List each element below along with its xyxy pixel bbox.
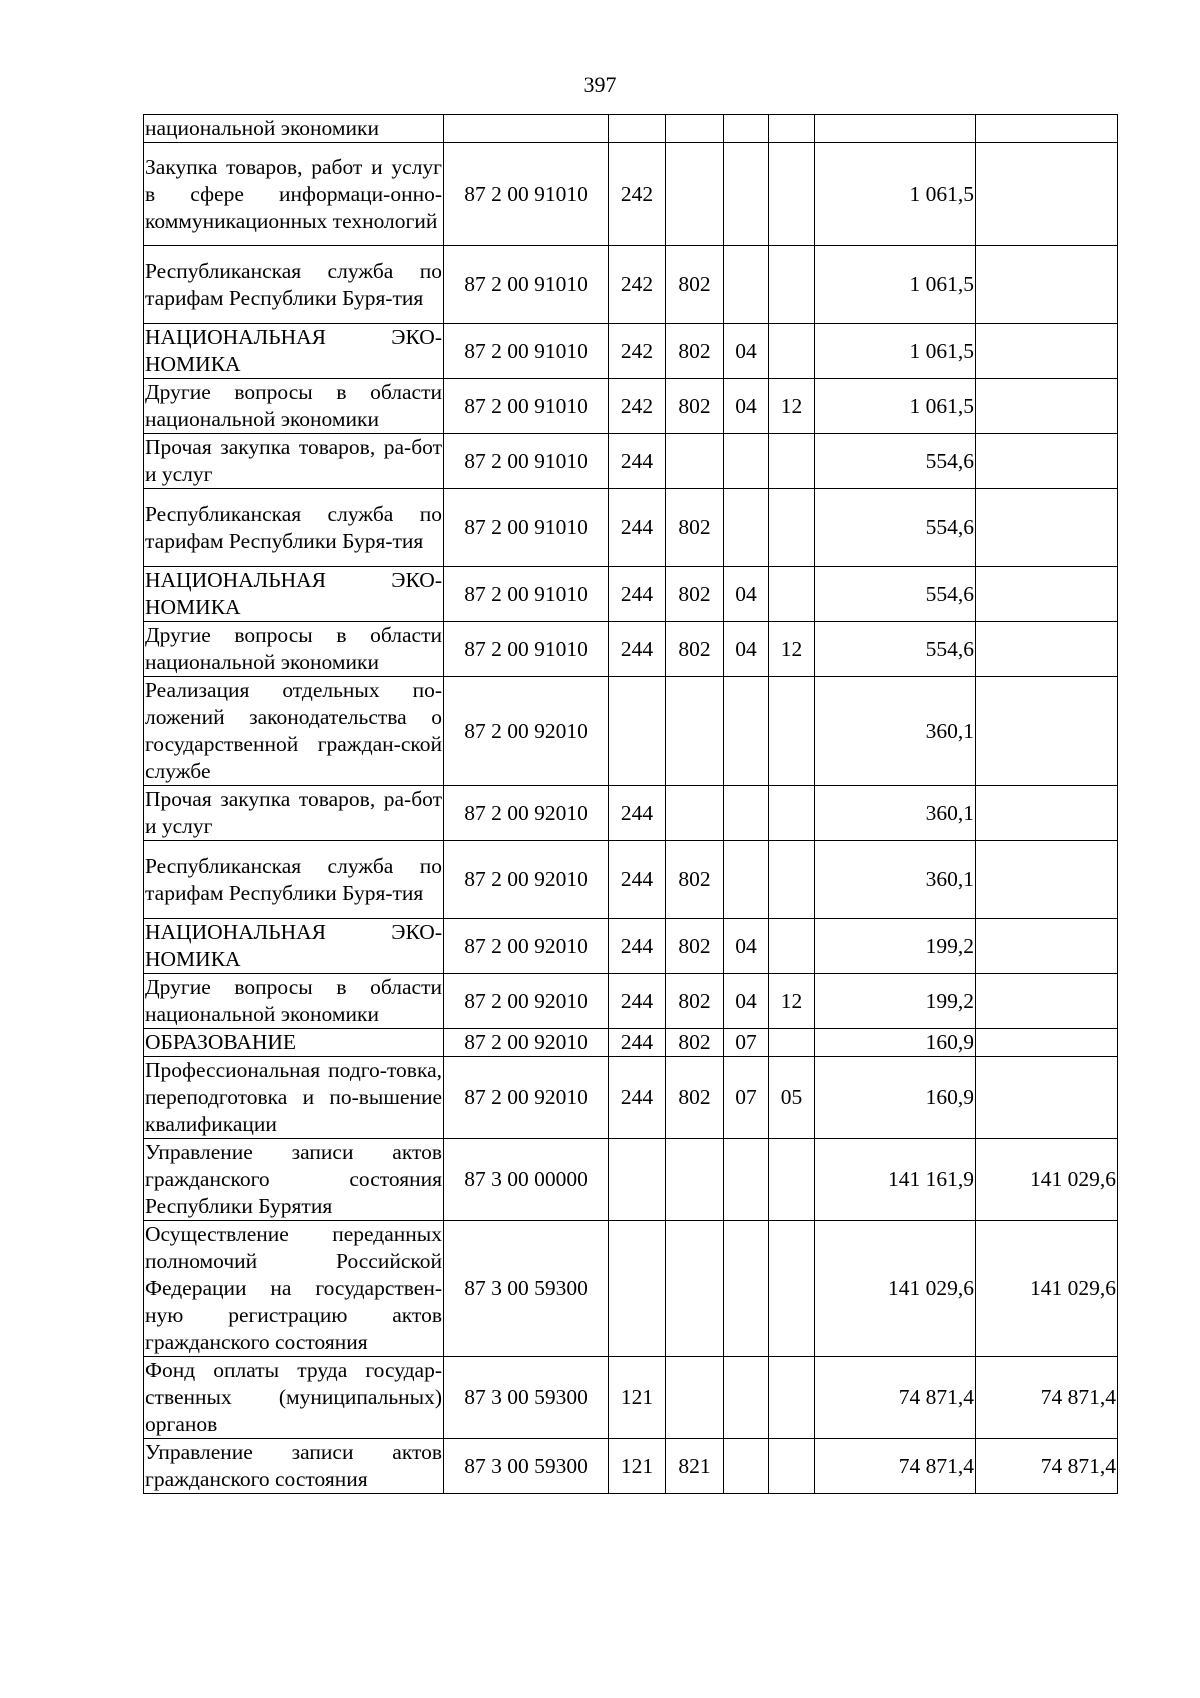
- cell-section: [724, 434, 769, 489]
- cell-section: [724, 246, 769, 324]
- cell-name: Республиканская служба по тарифам Республики Буря-тия: [144, 246, 444, 324]
- cell-department: 802: [666, 324, 724, 379]
- cell-name: Республиканская служба по тарифам Республики Буря-тия: [144, 841, 444, 919]
- cell-amount-year-1: 199,2: [815, 919, 976, 974]
- cell-amount-year-2: [976, 622, 1118, 677]
- cell-expense-type: 244: [609, 489, 666, 567]
- cell-name: Другие вопросы в области национальной экономики: [144, 622, 444, 677]
- cell-amount-year-2: [976, 786, 1118, 841]
- cell-subsection: [769, 567, 815, 622]
- table-row: [144, 1439, 1118, 1494]
- cell-name: национальной экономики: [144, 115, 444, 143]
- table-row: [144, 115, 1118, 143]
- cell-section: [724, 786, 769, 841]
- cell-name: НАЦИОНАЛЬНАЯ ЭКО-НОМИКА: [144, 919, 444, 974]
- table-row: [144, 143, 1118, 246]
- cell-expense-type: [609, 115, 666, 143]
- cell-subsection: [769, 1139, 815, 1221]
- cell-target-code: 87 2 00 92010: [444, 786, 609, 841]
- cell-amount-year-1: 199,2: [815, 974, 976, 1029]
- cell-expense-type: [609, 1221, 666, 1357]
- cell-name: Осуществление переданных полномочий Российской Федерации на государствен-ную регистрацию актов гражданского состояния: [144, 1221, 444, 1357]
- cell-amount-year-1: 1 061,5: [815, 246, 976, 324]
- cell-name: Управление записи актов гражданского состояния: [144, 1439, 444, 1494]
- cell-target-code: 87 2 00 92010: [444, 1057, 609, 1139]
- cell-subsection: [769, 1029, 815, 1057]
- cell-target-code: [444, 115, 609, 143]
- cell-expense-type: 242: [609, 324, 666, 379]
- cell-section: 04: [724, 919, 769, 974]
- cell-target-code: 87 2 00 92010: [444, 677, 609, 786]
- table-row: [144, 919, 1118, 974]
- cell-section: 04: [724, 974, 769, 1029]
- cell-expense-type: [609, 1139, 666, 1221]
- cell-section: [724, 677, 769, 786]
- cell-department: [666, 1139, 724, 1221]
- table-row: [144, 622, 1118, 677]
- cell-target-code: 87 2 00 92010: [444, 919, 609, 974]
- cell-department: 802: [666, 1057, 724, 1139]
- cell-section: 04: [724, 567, 769, 622]
- cell-expense-type: 121: [609, 1439, 666, 1494]
- table-row: [144, 1057, 1118, 1139]
- table-row: [144, 1357, 1118, 1439]
- cell-expense-type: 244: [609, 919, 666, 974]
- cell-expense-type: 242: [609, 246, 666, 324]
- cell-target-code: 87 3 00 59300: [444, 1221, 609, 1357]
- cell-amount-year-1: 554,6: [815, 434, 976, 489]
- cell-department: 802: [666, 246, 724, 324]
- cell-subsection: [769, 489, 815, 567]
- cell-amount-year-2: 141 029,6: [976, 1139, 1118, 1221]
- cell-name: НАЦИОНАЛЬНАЯ ЭКО-НОМИКА: [144, 567, 444, 622]
- cell-name: Реализация отдельных по-ложений законодательства о государственной граждан-ской службе: [144, 677, 444, 786]
- cell-section: [724, 1357, 769, 1439]
- cell-amount-year-1: 74 871,4: [815, 1439, 976, 1494]
- cell-department: 821: [666, 1439, 724, 1494]
- cell-amount-year-2: [976, 841, 1118, 919]
- cell-expense-type: [609, 677, 666, 786]
- cell-target-code: 87 2 00 91010: [444, 567, 609, 622]
- cell-amount-year-2: [976, 1057, 1118, 1139]
- table-row: [144, 489, 1118, 567]
- cell-expense-type: 242: [609, 379, 666, 434]
- cell-subsection: [769, 143, 815, 246]
- cell-section: 04: [724, 622, 769, 677]
- cell-subsection: [769, 324, 815, 379]
- cell-department: 802: [666, 974, 724, 1029]
- cell-department: [666, 786, 724, 841]
- cell-department: [666, 143, 724, 246]
- cell-section: 07: [724, 1029, 769, 1057]
- cell-target-code: 87 3 00 00000: [444, 1139, 609, 1221]
- cell-amount-year-2: [976, 379, 1118, 434]
- cell-target-code: 87 2 00 91010: [444, 489, 609, 567]
- cell-amount-year-1: 554,6: [815, 489, 976, 567]
- table-row: [144, 567, 1118, 622]
- cell-section: 04: [724, 324, 769, 379]
- cell-expense-type: 244: [609, 974, 666, 1029]
- table-row: [144, 434, 1118, 489]
- cell-expense-type: 121: [609, 1357, 666, 1439]
- cell-name: Фонд оплаты труда государ-ственных (муниципальных) органов: [144, 1357, 444, 1439]
- cell-subsection: 12: [769, 622, 815, 677]
- table-row: [144, 246, 1118, 324]
- cell-subsection: 12: [769, 379, 815, 434]
- cell-subsection: [769, 246, 815, 324]
- cell-amount-year-1: 1 061,5: [815, 324, 976, 379]
- cell-amount-year-1: 360,1: [815, 841, 976, 919]
- table-row: [144, 841, 1118, 919]
- cell-expense-type: 244: [609, 1029, 666, 1057]
- cell-name: Другие вопросы в области национальной экономики: [144, 379, 444, 434]
- table-row: [144, 1029, 1118, 1057]
- cell-name: Другие вопросы в области национальной экономики: [144, 974, 444, 1029]
- page-number: 397: [583, 72, 617, 97]
- cell-target-code: 87 2 00 92010: [444, 1029, 609, 1057]
- cell-amount-year-2: [976, 567, 1118, 622]
- cell-department: [666, 677, 724, 786]
- cell-department: 802: [666, 622, 724, 677]
- cell-amount-year-1: 554,6: [815, 567, 976, 622]
- cell-target-code: 87 2 00 91010: [444, 622, 609, 677]
- cell-department: 802: [666, 919, 724, 974]
- cell-amount-year-2: 74 871,4: [976, 1439, 1118, 1494]
- cell-target-code: 87 2 00 91010: [444, 246, 609, 324]
- table-row: [144, 677, 1118, 786]
- cell-subsection: 12: [769, 974, 815, 1029]
- cell-target-code: 87 2 00 91010: [444, 324, 609, 379]
- cell-subsection: [769, 1439, 815, 1494]
- cell-amount-year-2: 141 029,6: [976, 1221, 1118, 1357]
- cell-amount-year-1: 141 161,9: [815, 1139, 976, 1221]
- cell-amount-year-2: [976, 919, 1118, 974]
- cell-section: [724, 1139, 769, 1221]
- table-row: [144, 1139, 1118, 1221]
- cell-amount-year-2: [976, 489, 1118, 567]
- cell-department: [666, 1357, 724, 1439]
- cell-name: Прочая закупка товаров, ра-бот и услуг: [144, 786, 444, 841]
- cell-department: [666, 434, 724, 489]
- cell-amount-year-2: [976, 115, 1118, 143]
- cell-subsection: [769, 919, 815, 974]
- cell-name: Республиканская служба по тарифам Республики Буря-тия: [144, 489, 444, 567]
- cell-section: [724, 1439, 769, 1494]
- cell-amount-year-2: 74 871,4: [976, 1357, 1118, 1439]
- cell-amount-year-2: [976, 974, 1118, 1029]
- table-row: [144, 379, 1118, 434]
- cell-name: Профессиональная подго-товка, переподготовка и по-вышение квалификации: [144, 1057, 444, 1139]
- cell-subsection: [769, 1221, 815, 1357]
- cell-amount-year-1: 1 061,5: [815, 143, 976, 246]
- cell-expense-type: 244: [609, 622, 666, 677]
- cell-subsection: [769, 434, 815, 489]
- cell-department: [666, 115, 724, 143]
- cell-name: ОБРАЗОВАНИЕ: [144, 1029, 444, 1057]
- cell-subsection: [769, 786, 815, 841]
- cell-expense-type: 242: [609, 143, 666, 246]
- cell-department: 802: [666, 379, 724, 434]
- cell-subsection: [769, 841, 815, 919]
- cell-amount-year-1: 160,9: [815, 1029, 976, 1057]
- cell-department: 802: [666, 841, 724, 919]
- cell-department: [666, 1221, 724, 1357]
- cell-department: 802: [666, 1029, 724, 1057]
- table-row: [144, 974, 1118, 1029]
- cell-name: Закупка товаров, работ и услуг в сфере информаци-онно-коммуникационных технологий: [144, 143, 444, 246]
- cell-amount-year-2: [976, 324, 1118, 379]
- cell-section: [724, 115, 769, 143]
- cell-amount-year-1: 554,6: [815, 622, 976, 677]
- cell-expense-type: 244: [609, 1057, 666, 1139]
- cell-target-code: 87 2 00 91010: [444, 434, 609, 489]
- cell-section: [724, 1221, 769, 1357]
- cell-target-code: 87 2 00 92010: [444, 974, 609, 1029]
- budget-table: [143, 114, 1118, 1494]
- cell-name: Управление записи актов гражданского состояния Республики Бурятия: [144, 1139, 444, 1221]
- cell-amount-year-2: [976, 246, 1118, 324]
- cell-section: [724, 143, 769, 246]
- cell-expense-type: 244: [609, 434, 666, 489]
- cell-amount-year-2: [976, 434, 1118, 489]
- cell-amount-year-2: [976, 1029, 1118, 1057]
- cell-target-code: 87 2 00 92010: [444, 841, 609, 919]
- cell-amount-year-1: 360,1: [815, 786, 976, 841]
- cell-section: [724, 489, 769, 567]
- cell-subsection: [769, 677, 815, 786]
- cell-expense-type: 244: [609, 567, 666, 622]
- cell-amount-year-1: 360,1: [815, 677, 976, 786]
- table-row: [144, 324, 1118, 379]
- cell-section: 07: [724, 1057, 769, 1139]
- cell-amount-year-2: [976, 143, 1118, 246]
- cell-section: [724, 841, 769, 919]
- cell-subsection: [769, 1357, 815, 1439]
- cell-department: 802: [666, 567, 724, 622]
- cell-amount-year-1: [815, 115, 976, 143]
- cell-amount-year-1: 141 029,6: [815, 1221, 976, 1357]
- cell-subsection: [769, 115, 815, 143]
- cell-subsection: 05: [769, 1057, 815, 1139]
- cell-target-code: 87 3 00 59300: [444, 1357, 609, 1439]
- cell-amount-year-1: 160,9: [815, 1057, 976, 1139]
- table-row: [144, 1221, 1118, 1357]
- table-body: [144, 115, 1118, 1494]
- cell-target-code: 87 3 00 59300: [444, 1439, 609, 1494]
- cell-section: 04: [724, 379, 769, 434]
- cell-name: Прочая закупка товаров, ра-бот и услуг: [144, 434, 444, 489]
- cell-target-code: 87 2 00 91010: [444, 143, 609, 246]
- cell-amount-year-1: 1 061,5: [815, 379, 976, 434]
- cell-expense-type: 244: [609, 841, 666, 919]
- cell-amount-year-2: [976, 677, 1118, 786]
- cell-department: 802: [666, 489, 724, 567]
- table-row: [144, 786, 1118, 841]
- cell-name: НАЦИОНАЛЬНАЯ ЭКО-НОМИКА: [144, 324, 444, 379]
- cell-target-code: 87 2 00 91010: [444, 379, 609, 434]
- cell-expense-type: 244: [609, 786, 666, 841]
- cell-amount-year-1: 74 871,4: [815, 1357, 976, 1439]
